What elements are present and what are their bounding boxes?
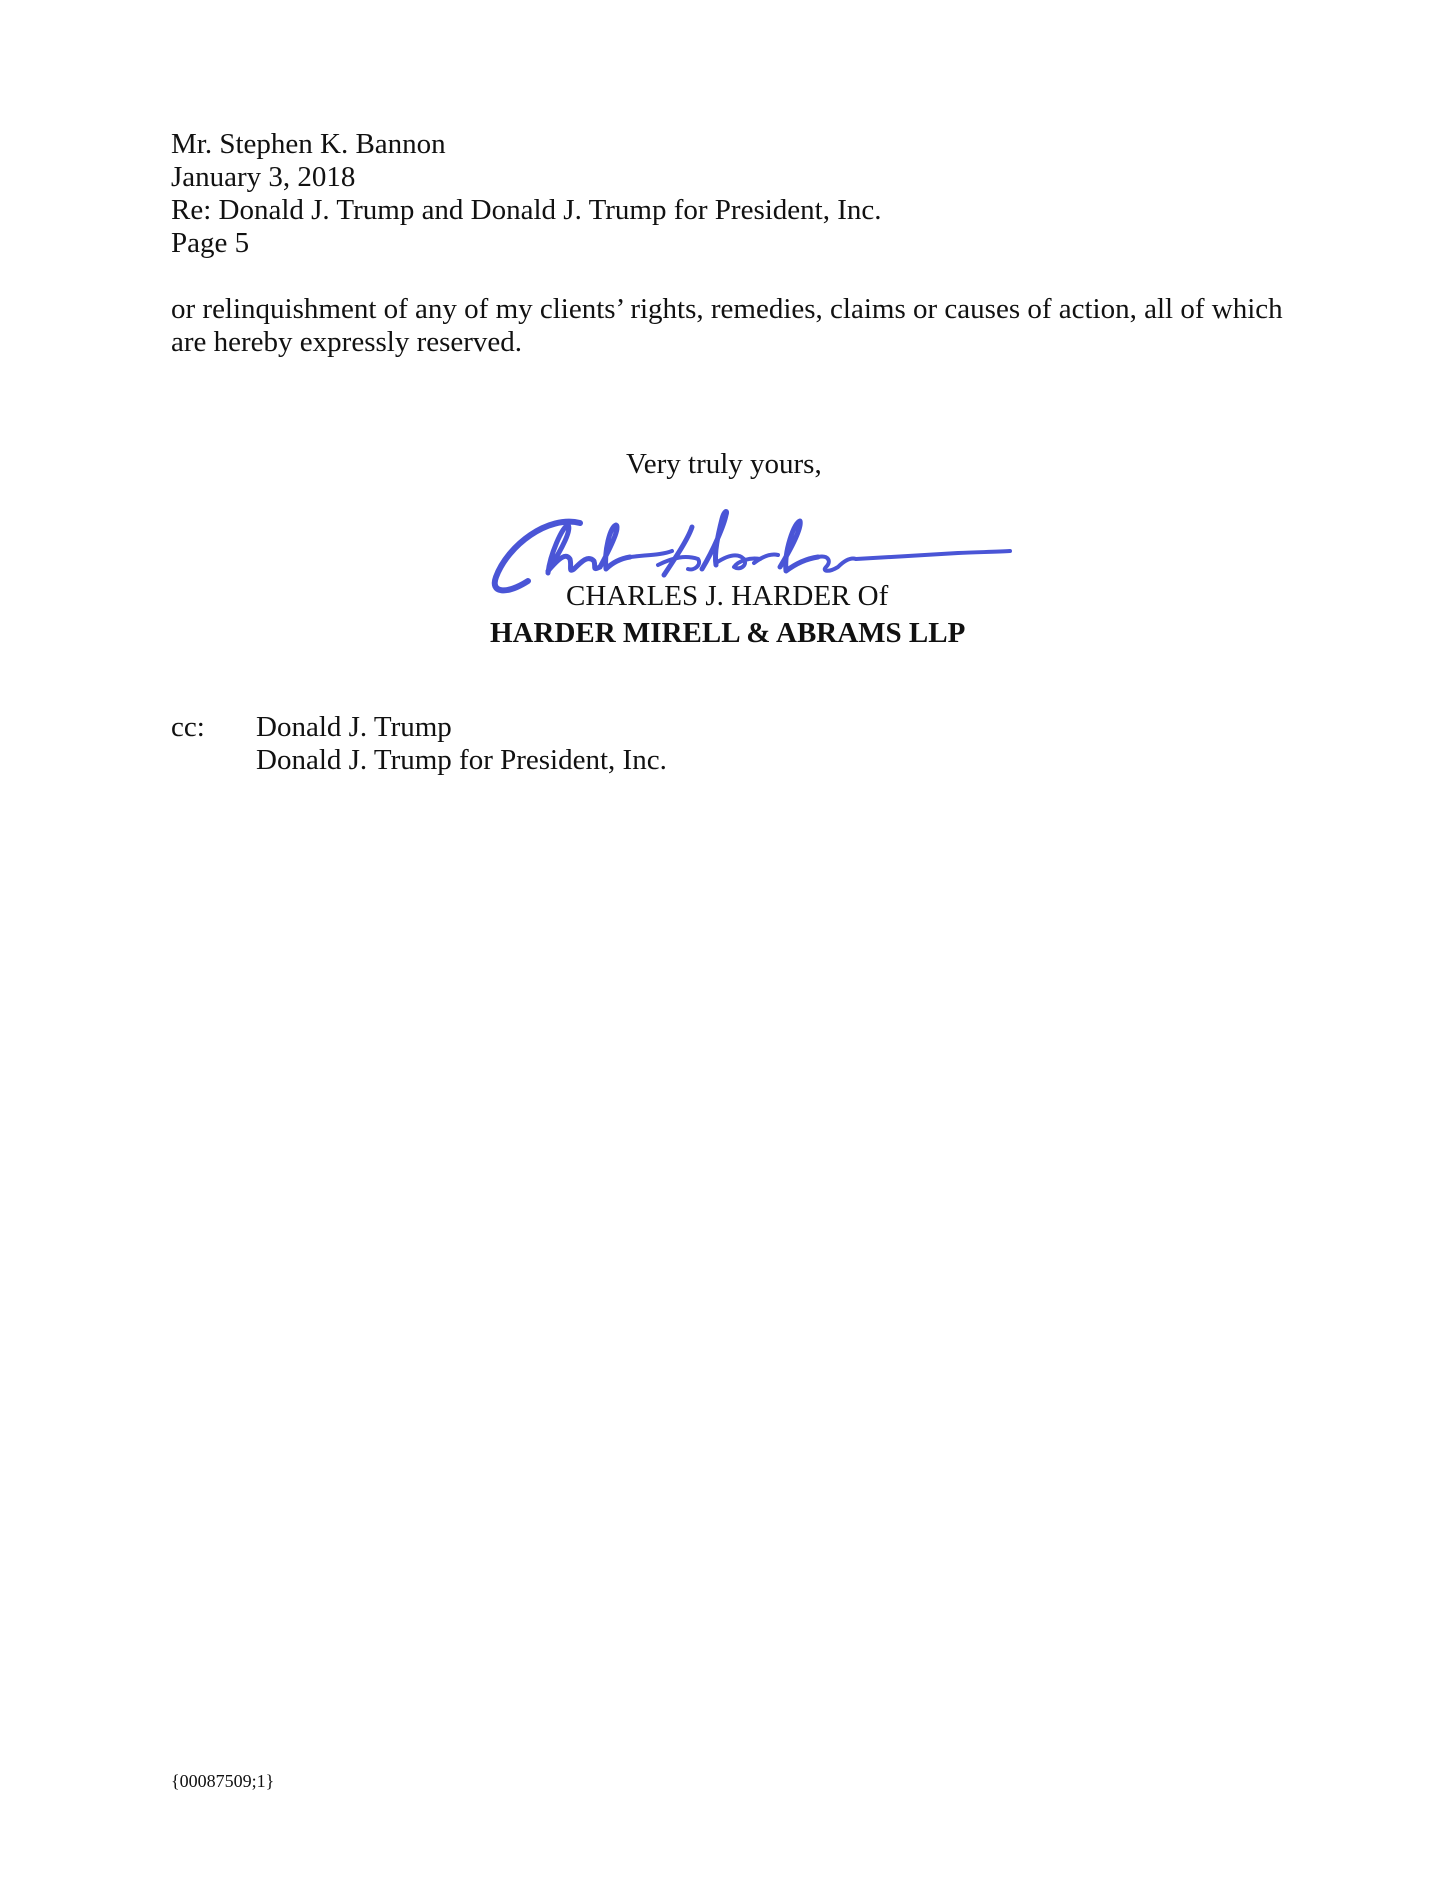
cc-recipient: Donald J. Trump — [256, 711, 452, 743]
cc-label: cc: — [171, 711, 205, 743]
signer-name: CHARLES J. HARDER Of — [566, 580, 889, 612]
document-id: {00087509;1} — [171, 1771, 275, 1791]
firm-name: HARDER MIRELL & ABRAMS LLP — [490, 617, 966, 649]
cc-recipient: Donald J. Trump for President, Inc. — [256, 744, 667, 776]
body-line: are hereby expressly reserved. — [171, 326, 523, 358]
cc-recipient-list — [256, 711, 667, 777]
letter-body — [171, 293, 1311, 359]
recipient-name: Mr. Stephen K. Bannon — [171, 128, 446, 160]
body-line: or relinquishment of any of my clients’ rights, remedies, claims or causes of action, all of which — [171, 293, 1283, 325]
letter-header — [171, 128, 882, 260]
closing-salutation: Very truly yours, — [626, 448, 822, 480]
re-line: Re: Donald J. Trump and Donald J. Trump for President, Inc. — [171, 194, 882, 226]
letter-date: January 3, 2018 — [171, 161, 356, 193]
page-number: Page 5 — [171, 227, 250, 259]
